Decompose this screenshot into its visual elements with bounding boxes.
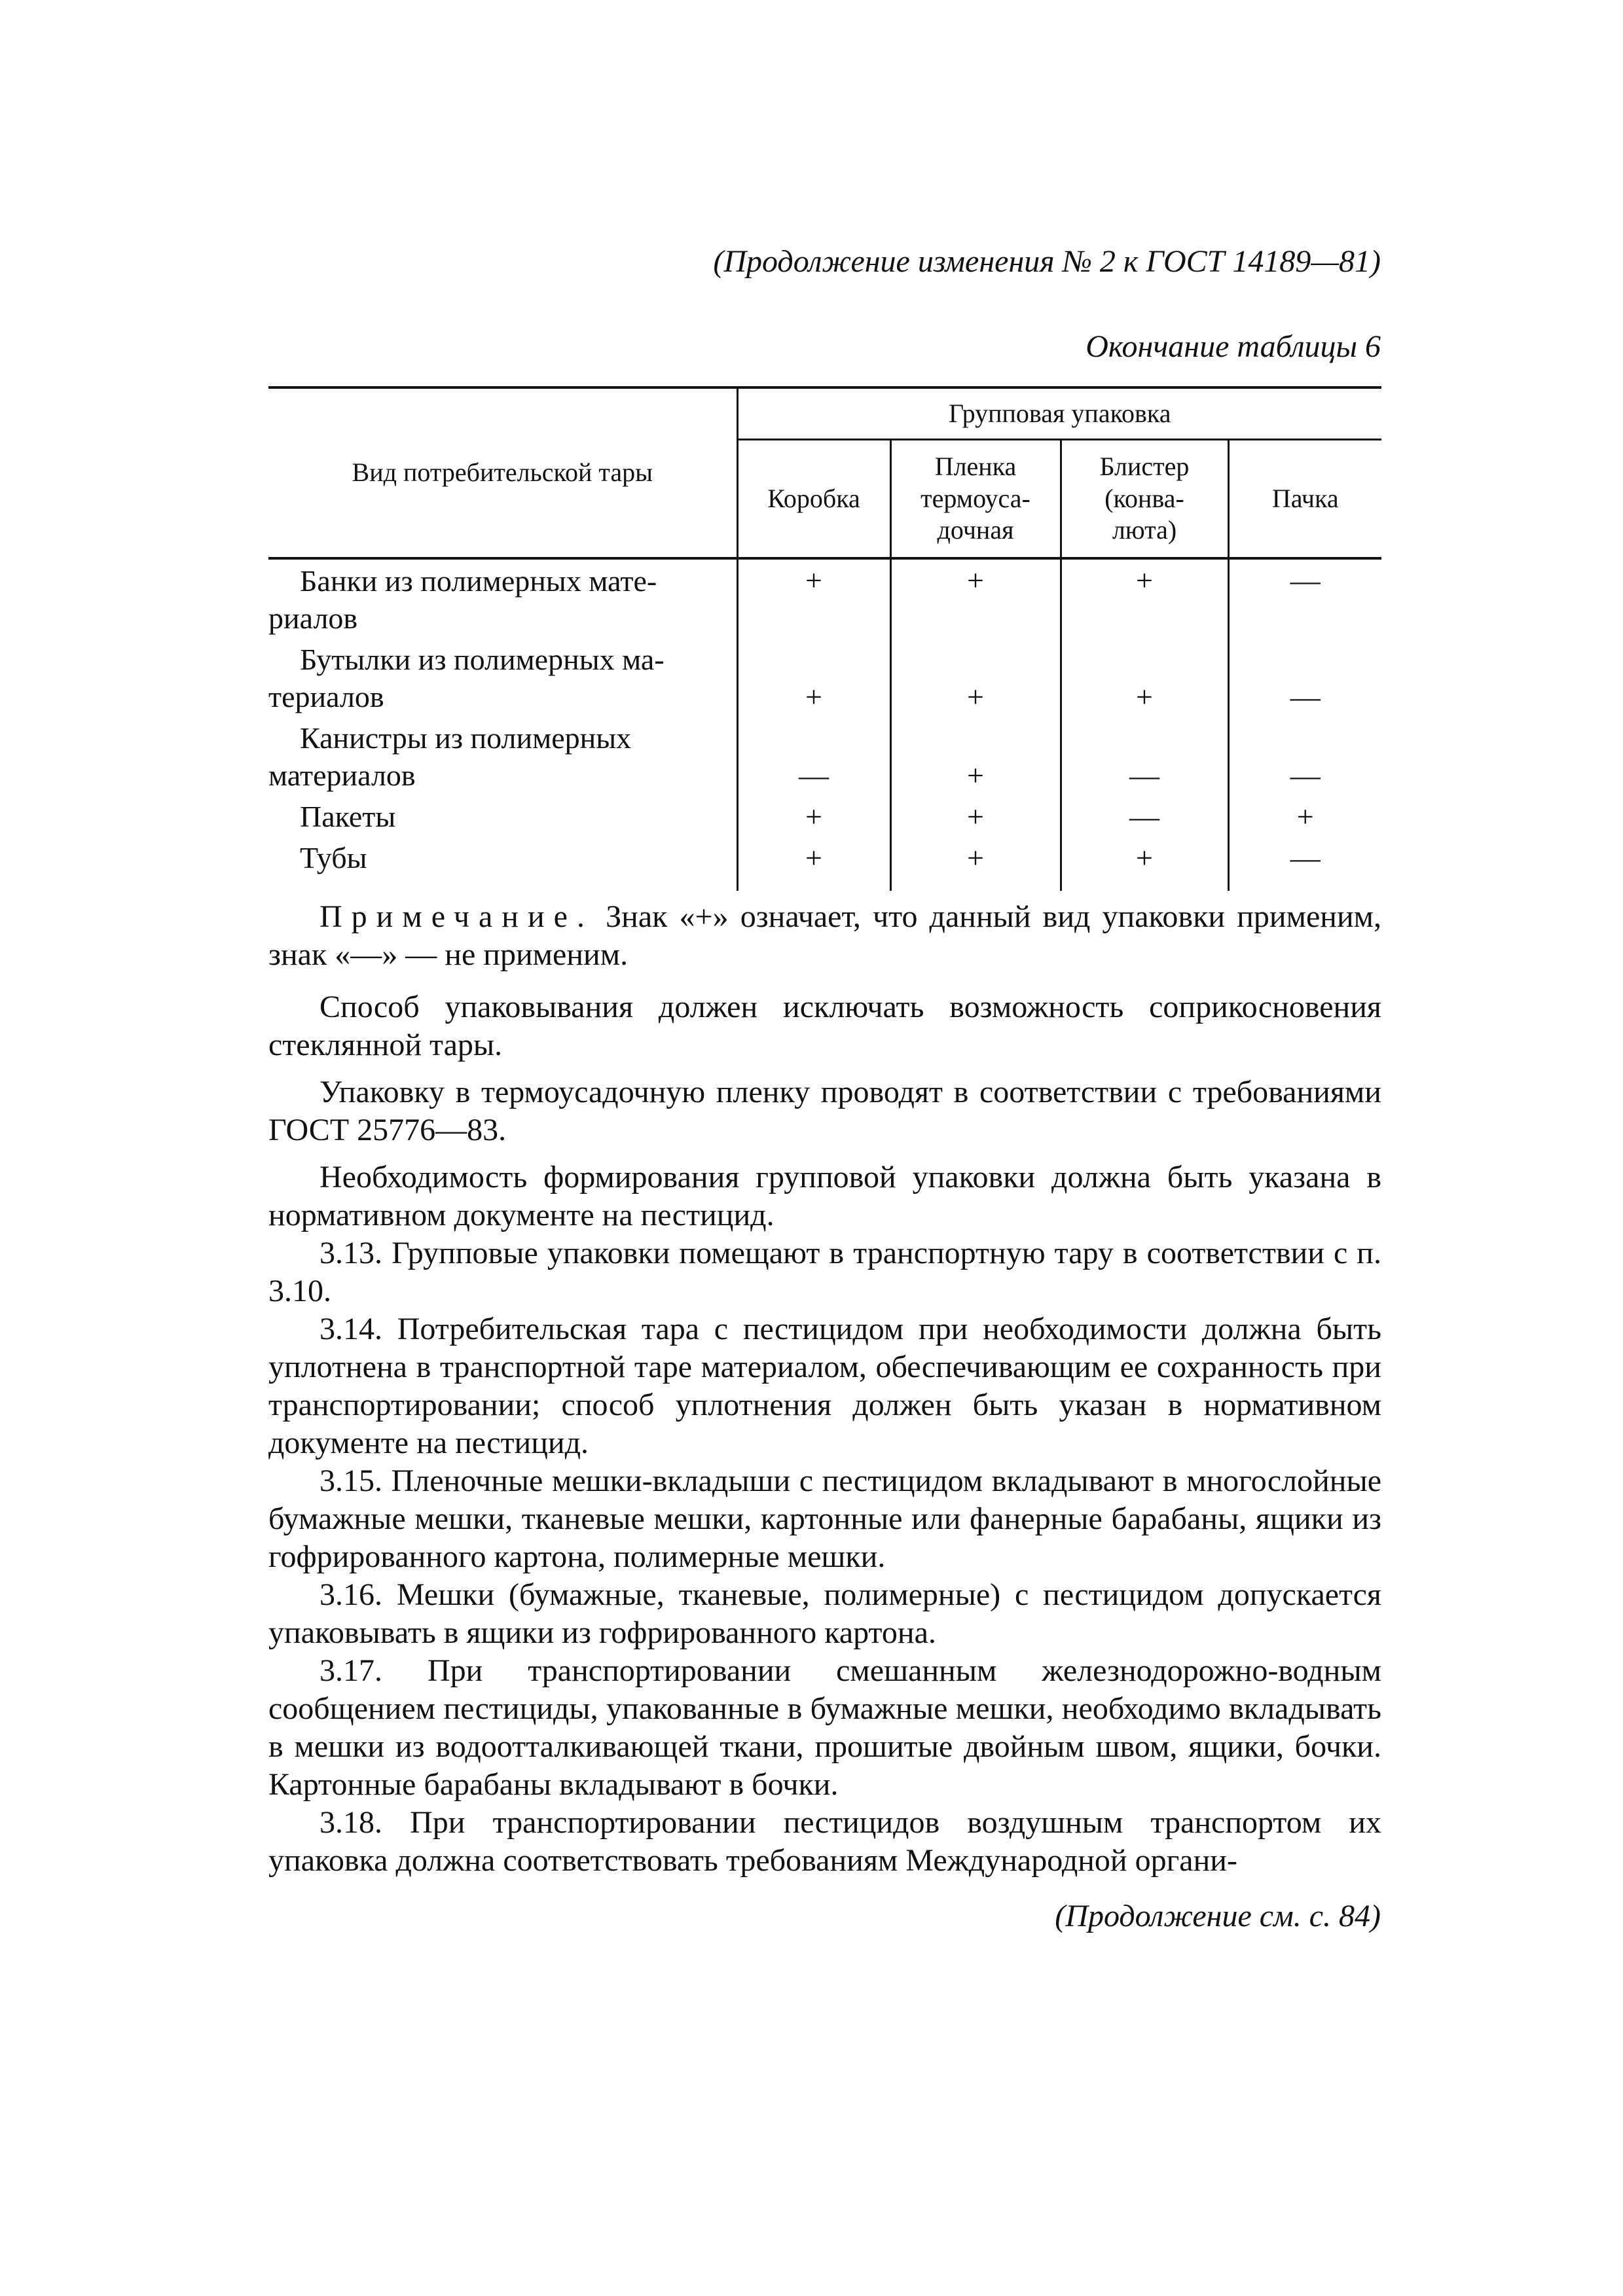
applicability-cell: [1228, 638, 1381, 717]
applicability-cell: [737, 558, 890, 638]
table-row: [268, 717, 1381, 795]
applicability-cell: [890, 836, 1061, 891]
row-label: [268, 717, 737, 795]
applicability-cell: [737, 638, 890, 717]
packaging-table: [268, 386, 1381, 891]
plus-mark: +: [805, 564, 822, 597]
row-label-line: Банки из полимерных мате-: [300, 564, 657, 598]
column-header-blister: [1061, 440, 1228, 559]
table-caption: Окончание таблицы 6: [1085, 329, 1381, 364]
applicability-cell: [1228, 717, 1381, 795]
applicability-cell: [890, 558, 1061, 638]
dash-mark: —: [1290, 840, 1321, 874]
applicability-cell: [1061, 638, 1228, 717]
row-label: [268, 836, 737, 891]
row-label-line: Тубы: [300, 841, 367, 874]
dash-mark: —: [1129, 799, 1159, 833]
paragraph: Необходимость формирования групповой упаковки должна быть указана в нормативном документе на пестицид.: [268, 1160, 1381, 1232]
row-label-line: материалов: [268, 759, 416, 792]
row-label-line: риалов: [268, 601, 358, 635]
dash-mark: —: [799, 758, 829, 792]
paragraph-3-13: 3.13. Групповые упаковки помещают в транспортную тару в соответствии с п. 3.10.: [268, 1236, 1381, 1308]
header-line: люта): [1112, 515, 1177, 545]
plus-mark: +: [1136, 840, 1153, 874]
header-line: (конва-: [1104, 483, 1184, 513]
table-row: [268, 836, 1381, 891]
paragraph-3-16: 3.16. Мешки (бумажные, тканевые, полимерные) с пестицидом допускается упаковывать в ящики из гофрированного картона.: [268, 1577, 1381, 1650]
paragraph-3-15: 3.15. Пленочные мешки-вкладыши с пестицидом вкладывают в многослойные бумажные мешки, тканевые мешки, картонные или фанерные барабаны, ящики из гофрированного картона, полимерные мешки.: [268, 1463, 1381, 1574]
paragraph-3-17: 3.17. При транспортировании смешанным железнодорожно-водным сообщением пестициды, упакованные в бумажные мешки, необходимо вкладывать в мешки из водоотталкивающей ткани, прошитые двойным швом, ящики, бочки. Картонные барабаны вкладывают в бочки.: [268, 1653, 1381, 1802]
column-header-group-packaging: Групповая упаковка: [737, 387, 1381, 440]
applicability-cell: [890, 795, 1061, 836]
plus-mark: +: [967, 758, 984, 792]
applicability-cell: [1061, 717, 1228, 795]
applicability-cell: [890, 638, 1061, 717]
plus-mark: +: [967, 564, 984, 597]
plus-mark: +: [1136, 564, 1153, 597]
paragraph-3-18: 3.18. При транспортировании пестицидов воздушным транспортом их упаковка должна соответствовать требованиям Международной органи-: [268, 1805, 1381, 1878]
row-label-line: Бутылки из полимерных ма-: [300, 643, 665, 676]
row-label-line: Пакеты: [300, 800, 396, 833]
note-label: Примечание.: [319, 899, 594, 934]
applicability-cell: [737, 836, 890, 891]
header-line: термоуса-: [921, 483, 1030, 513]
column-header-box: [737, 440, 890, 559]
plus-mark: +: [805, 679, 822, 713]
header-line: Блистер: [1099, 451, 1190, 481]
applicability-cell: [1061, 836, 1228, 891]
column-header-shrink-film: [890, 440, 1061, 559]
table-row: [268, 638, 1381, 717]
table-row: [268, 558, 1381, 638]
applicability-cell: [737, 795, 890, 836]
plus-mark: +: [1136, 679, 1153, 713]
paragraph: Упаковку в термоусадочную пленку проводят в соответствии с требованиями ГОСТ 25776—83.: [268, 1075, 1381, 1147]
row-label: [268, 558, 737, 638]
body-text: [268, 898, 1381, 1880]
row-label-line: Канистры из полимерных: [300, 721, 632, 755]
plus-mark: +: [1296, 799, 1314, 833]
column-header-pack: [1228, 440, 1381, 559]
paragraph-3-14: 3.14. Потребительская тара с пестицидом при необходимости должна быть уплотнена в транспортной таре материалом, обеспечивающим ее сохранность при транспортировании; способ уплотнения должен быть указан в нормативном документе на пестицид.: [268, 1312, 1381, 1460]
plus-mark: +: [805, 799, 822, 833]
paragraph: Способ упаковывания должен исключать возможность соприкосновения стеклянной тары.: [268, 990, 1381, 1062]
table-note: [268, 898, 1381, 974]
column-header-consumer-container: Вид потребительской тары: [268, 387, 737, 558]
table-body: [268, 558, 1381, 891]
applicability-cell: [890, 717, 1061, 795]
header-line: Пачка: [1271, 483, 1339, 513]
note-text: Знак «+» означает, что данный вид упаковки применим, знак «—» — не применим.: [268, 899, 1382, 972]
row-label-line: териалов: [268, 680, 384, 713]
plus-mark: +: [805, 840, 822, 874]
row-label: [268, 795, 737, 836]
applicability-cell: [1061, 558, 1228, 638]
header-line: Коробка: [767, 483, 860, 513]
plus-mark: +: [967, 840, 984, 874]
dash-mark: —: [1290, 564, 1321, 597]
applicability-cell: [1061, 795, 1228, 836]
plus-mark: +: [967, 799, 984, 833]
running-head: (Продолжение изменения № 2 к ГОСТ 14189—81): [713, 244, 1381, 279]
applicability-cell: [737, 717, 890, 795]
plus-mark: +: [967, 679, 984, 713]
dash-mark: —: [1129, 758, 1159, 792]
continued-note: (Продолжение см. с. 84): [1055, 1899, 1381, 1933]
header-line: дочная: [937, 515, 1014, 545]
header-line: Пленка: [934, 451, 1017, 481]
dash-mark: —: [1290, 758, 1321, 792]
applicability-cell: [1228, 558, 1381, 638]
table-row: [268, 795, 1381, 836]
row-label: [268, 638, 737, 717]
dash-mark: —: [1290, 679, 1321, 713]
applicability-cell: [1228, 836, 1381, 891]
applicability-cell: [1228, 795, 1381, 836]
